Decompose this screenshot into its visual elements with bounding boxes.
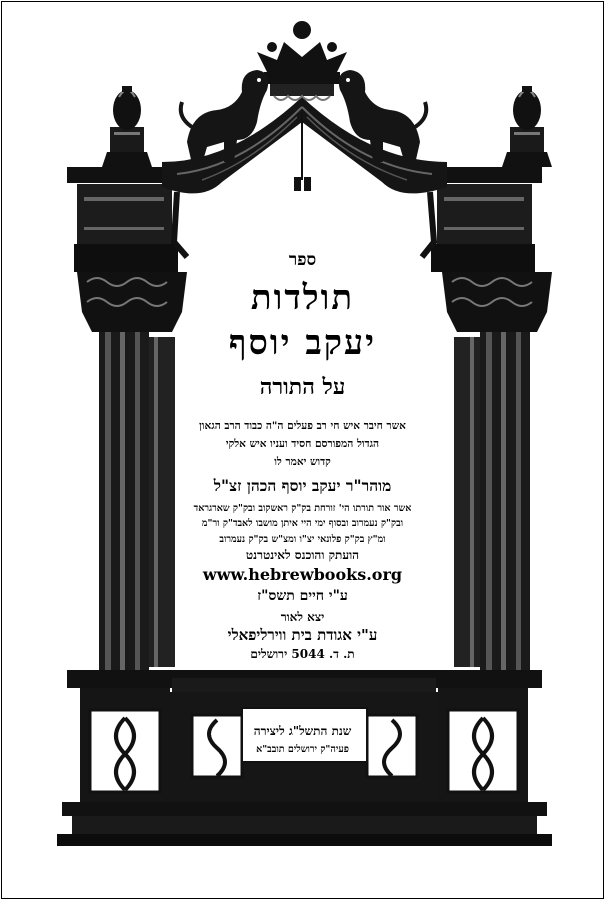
- year-line2: פעיה"ק ירושלים תובב"א: [256, 744, 349, 755]
- editor-credit: ע"י חיים תשס"ז: [257, 588, 348, 604]
- published-line2: ע"י אגודת בית ווירליפאלי: [227, 626, 378, 644]
- service-line3: ומ"ץ בק"ק פלונאי יצ"ו ומצ"ש בק"ק נעמרוב: [219, 534, 386, 545]
- crown-ornament: [257, 21, 347, 100]
- description-line1: אשר חיבר איש חי רב פעלים ה"ה כבוד הרב הגאון: [199, 420, 406, 432]
- finial-left: [102, 86, 152, 167]
- service-line1: אשר אור תורתו הי' זורחת בק"ק ראשקוב ובק"ק שארגראד: [193, 503, 412, 514]
- website-link[interactable]: www.hebrewbooks.org: [202, 565, 403, 584]
- book-title-line1: תולדות: [250, 278, 355, 318]
- pedestal-base: [57, 670, 552, 846]
- digitization-note: הועתק והוכנס לאינטרנט: [245, 548, 360, 562]
- description-line2: הגדול המפורסם חסיד ועניו איש אלקי: [225, 438, 380, 450]
- service-line2: ובק"ק נעמרוב ובסוף ימי היי איתן מושבו לאבד"ק ור"מ: [201, 518, 404, 529]
- title-page: [1, 1, 604, 899]
- sefer-label: ספר: [288, 250, 317, 270]
- finial-right: [502, 86, 552, 167]
- published-line1: יצא לאור: [280, 610, 325, 624]
- publication-place: ת. ד. 5044 ירושלים: [250, 647, 355, 661]
- architectural-frame: [2, 2, 605, 900]
- book-subtitle: על התורה: [259, 374, 346, 400]
- description-line3: קדוש יאמר לו: [274, 456, 331, 468]
- book-title-line2: יעקב יוסף: [228, 323, 377, 363]
- year-line1: שנת התשל"ג ליצירה: [253, 724, 352, 738]
- author-name: מוהר"ר יעקב יוסף הכהן זצ"ל: [213, 476, 392, 495]
